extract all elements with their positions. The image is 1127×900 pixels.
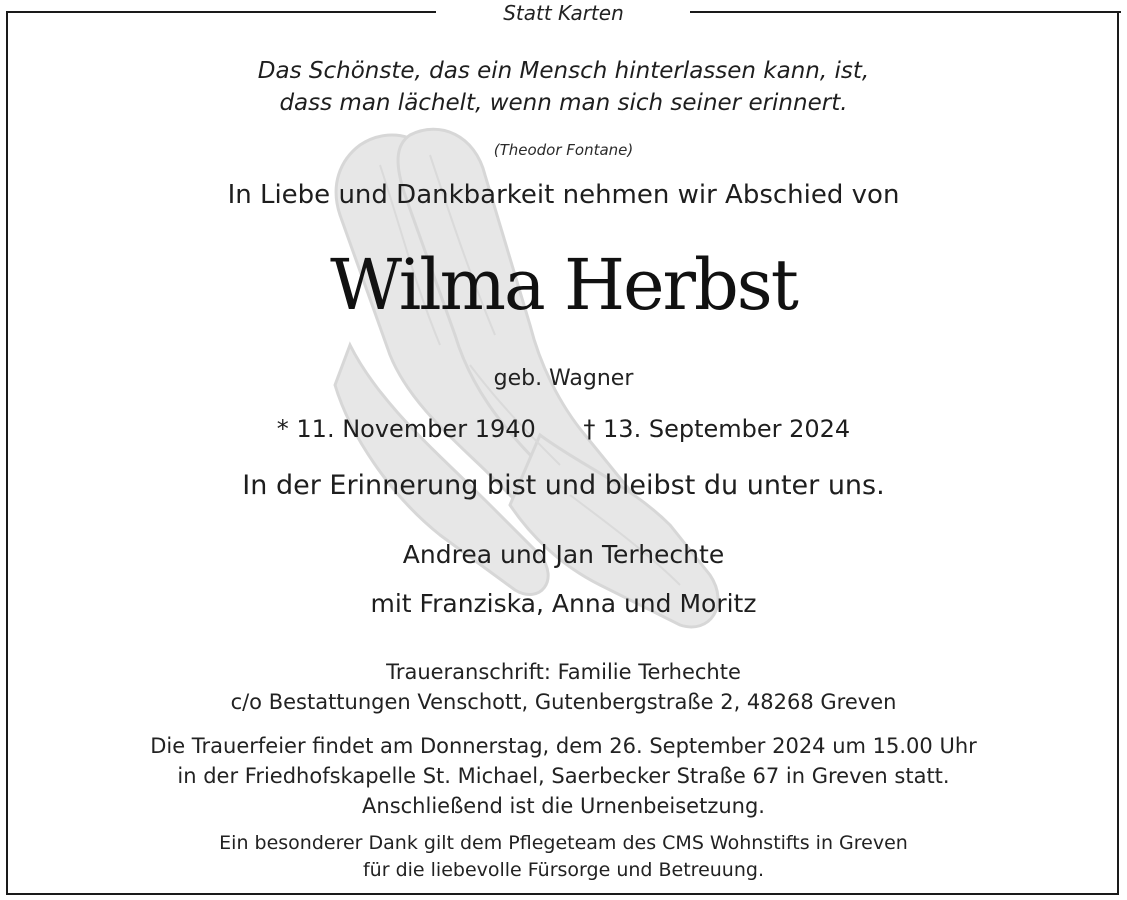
birth-name: geb. Wagner bbox=[493, 366, 634, 391]
ceremony-line-2: in der Friedhofskapelle St. Michael, Saerbecker Straße 67 in Greven statt. bbox=[177, 764, 950, 788]
remembrance-text: In der Erinnerung bist und bleibst du unter uns. bbox=[242, 470, 885, 501]
header-label: Statt Karten bbox=[503, 1, 624, 25]
family-line-2: mit Franziska, Anna und Moritz bbox=[370, 589, 757, 618]
deceased-name: Wilma Herbst bbox=[330, 244, 797, 326]
ceremony-line-1: Die Trauerfeier findet am Donnerstag, dem 26. September 2024 um 15.00 Uhr bbox=[150, 734, 977, 758]
thanks-line-2: für die liebevolle Fürsorge und Betreuung. bbox=[362, 859, 764, 881]
quote-author: (Theodor Fontane) bbox=[493, 141, 634, 159]
ceremony-line-3: Anschließend ist die Urnenbeisetzung. bbox=[362, 794, 765, 818]
intro-text: In Liebe und Dankbarkeit nehmen wir Abschied von bbox=[227, 180, 900, 210]
death-date: † 13. September 2024 bbox=[583, 415, 851, 443]
family-line-1: Andrea und Jan Terhechte bbox=[402, 540, 725, 569]
life-dates bbox=[0, 415, 1127, 443]
quote-line-2: dass man lächelt, wenn man sich seiner erinnert. bbox=[279, 90, 848, 116]
birth-date: * 11. November 1940 bbox=[276, 415, 536, 443]
thanks-line-1: Ein besonderer Dank gilt dem Pflegeteam des CMS Wohnstifts in Greven bbox=[219, 832, 908, 854]
address-line-1: Traueranschrift: Familie Terhechte bbox=[386, 660, 741, 684]
address-line-2: c/o Bestattungen Venschott, Gutenbergstraße 2, 48268 Greven bbox=[230, 690, 897, 714]
quote-line-1: Das Schönste, das ein Mensch hinterlassen kann, ist, bbox=[257, 58, 870, 84]
